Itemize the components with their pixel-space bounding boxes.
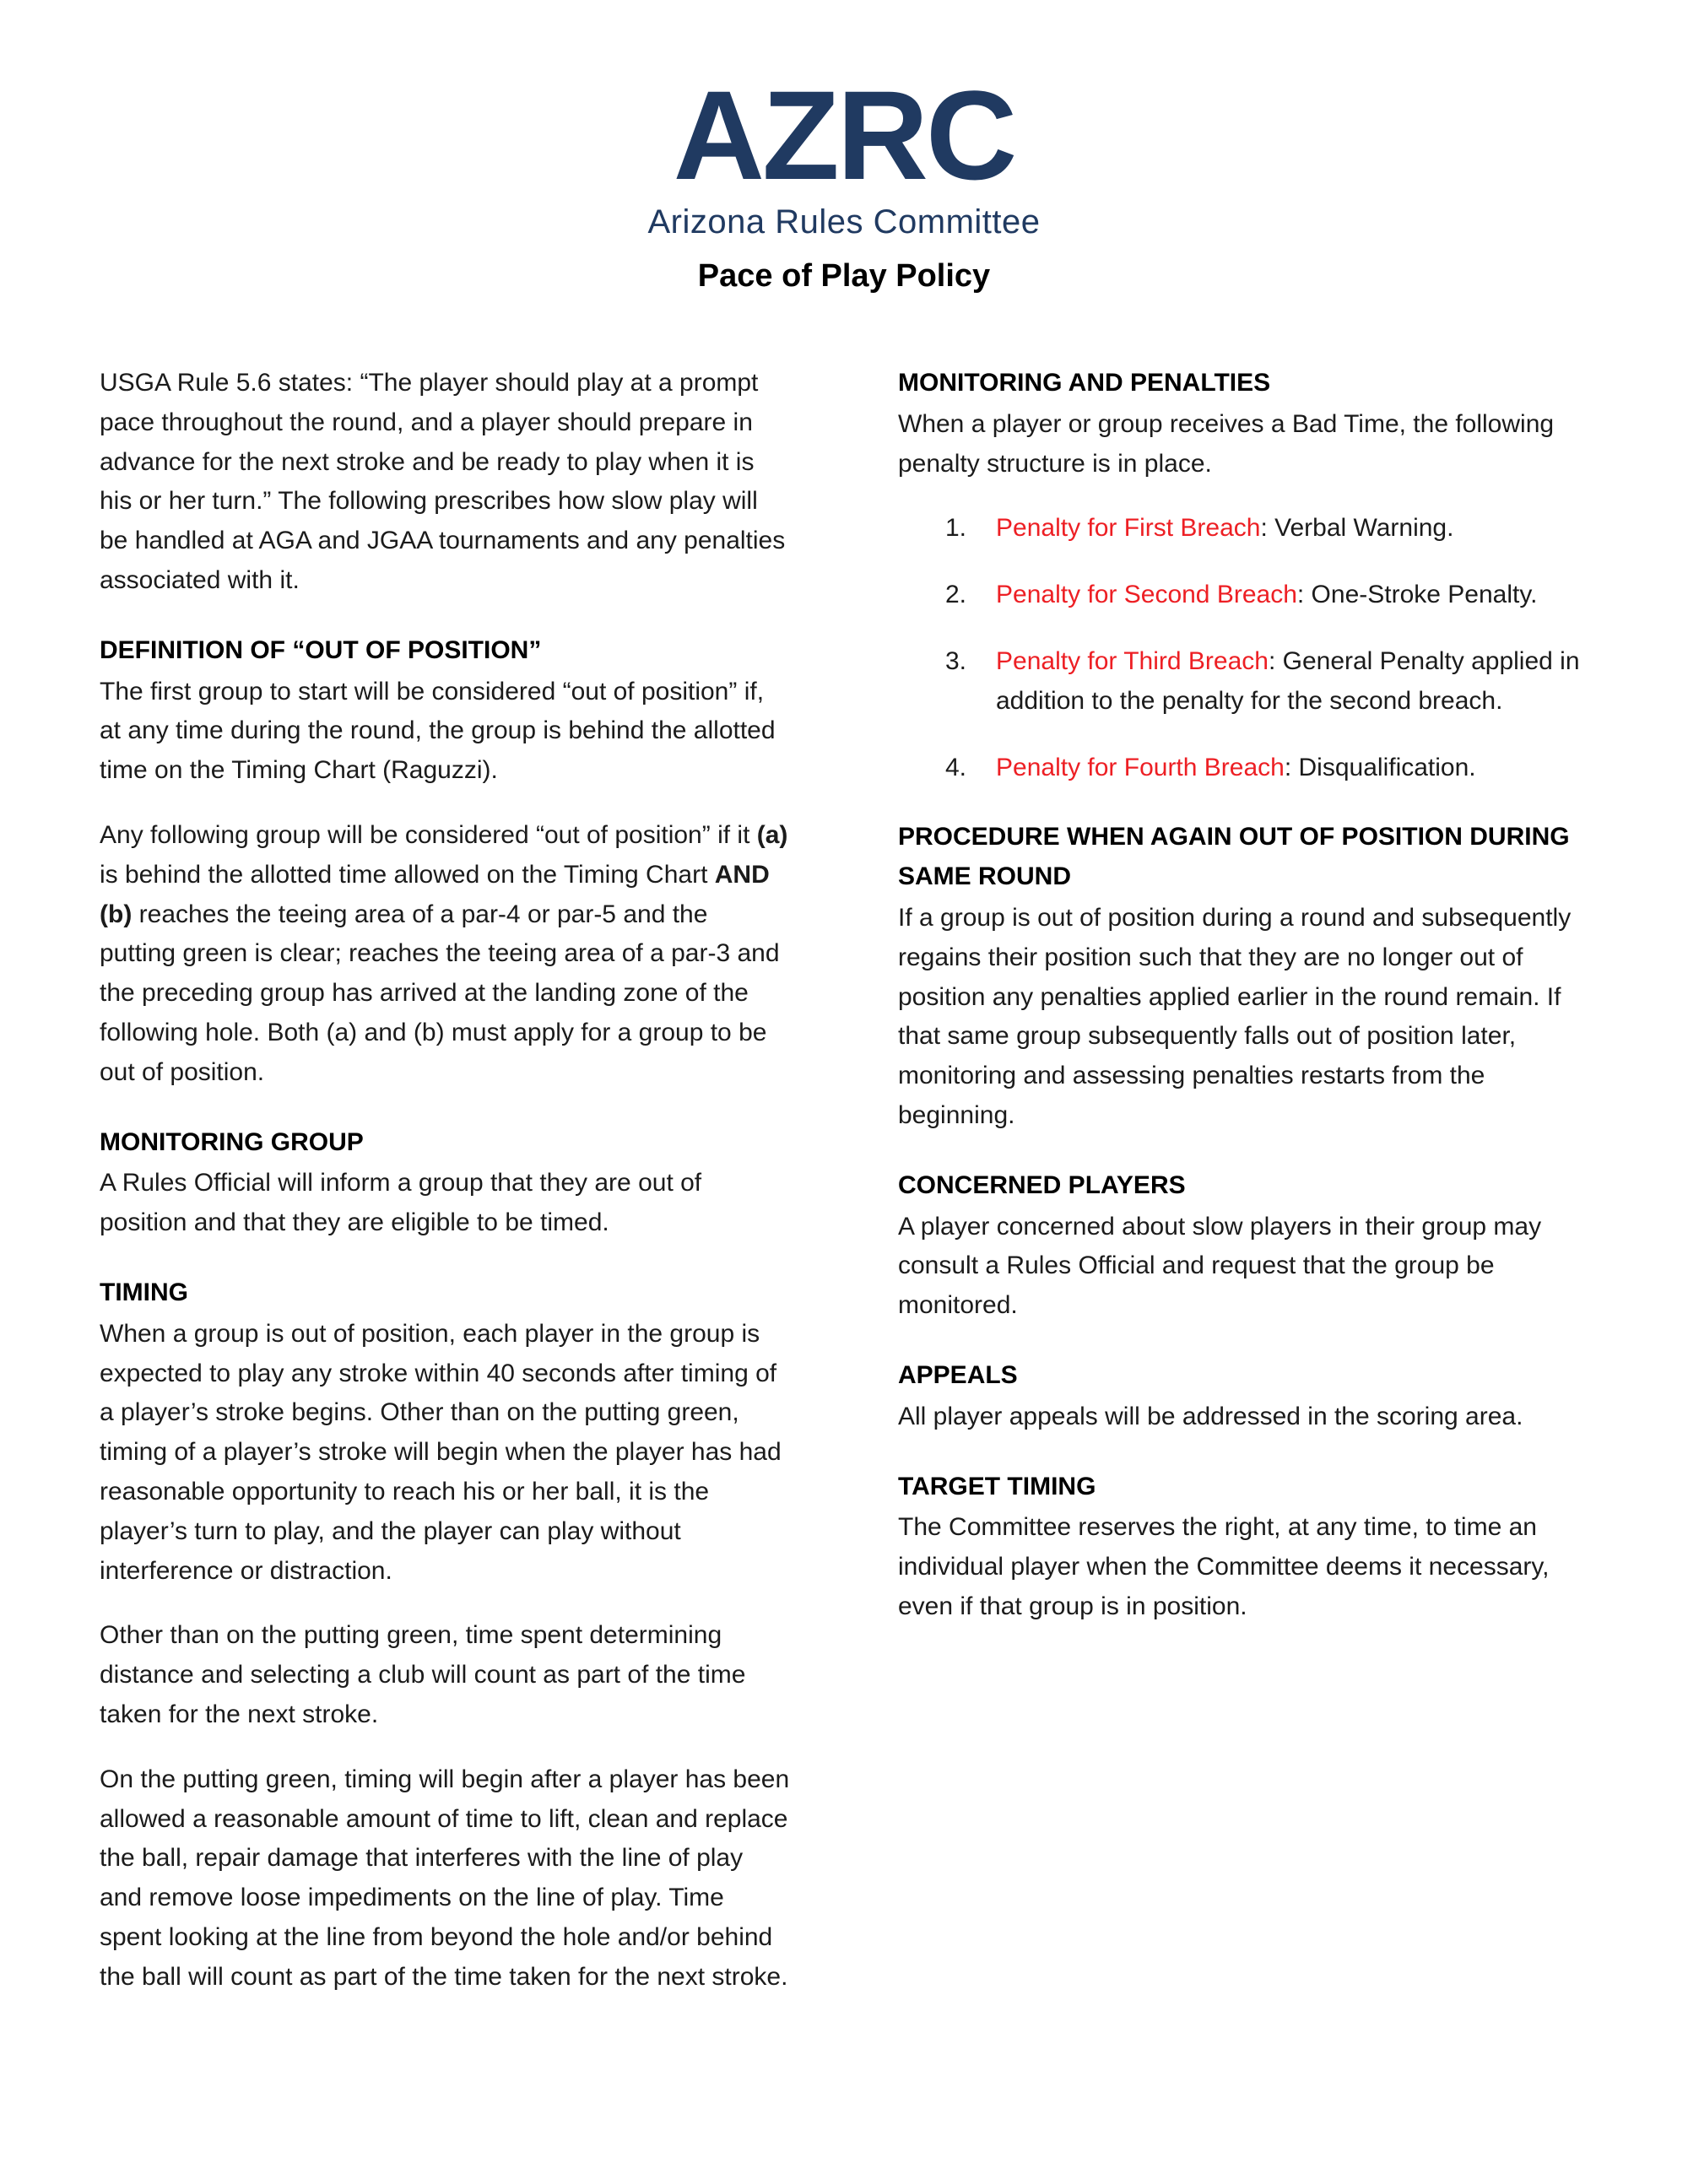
list-number: 1. [945,514,967,543]
penalty-text [996,749,1588,788]
target-timing-paragraph: The Committee reserves the right, at any time, to time an individual player when the Committee deems it necessary, even if that group is in position. [898,1513,1550,1620]
text-segment: reaches the teeing area of a par-4 or par-5 and the putting green is clear; reaches the teeing area of a par-3 and the preceding group has arrived at the landing zone of the following hole. Both (a) and (b) must apply for a group to be out of position. [100,900,780,1086]
heading-monitoring-group: MONITORING GROUP [100,1127,364,1156]
timing-paragraph-2: Other than on the putting green, time spent determining distance and selecting a club will count as part of the time taken for the next stroke. [100,1621,746,1728]
penalty-list-item-4 [898,749,1588,788]
penalty-text [996,642,1588,722]
procedure-paragraph: If a group is out of position during a round and subsequently regains their position such that they are no longer out of position any penalties applied earlier in the round remain. If that same group subsequently falls out of position later, monitoring and assessing penalties restarts from the beginning. [898,903,1572,1129]
heading-appeals: APPEALS [898,1360,1018,1389]
heading-definition-out-of-position: DEFINITION OF “OUT OF POSITION” [100,635,542,664]
penalty-breach-label: Penalty for First Breach [996,514,1261,543]
heading-procedure-out-of-position-again: PROCEDURE WHEN AGAIN OUT OF POSITION DURING SAME ROUND [898,823,1570,891]
heading-monitoring-and-penalties: MONITORING AND PENALTIES [898,369,1271,397]
text-segment: is behind the allotted time allowed on the Timing Chart [100,860,715,889]
penalty-breach-label: Penalty for Third Breach [996,646,1269,675]
concerned-players-paragraph: A player concerned about slow players in their group may consult a Rules Official and request that the group be monitored. [898,1212,1542,1320]
azrc-logo: AZRC [673,64,1015,206]
penalty-list-item-1 [898,509,1588,549]
logo-subtitle: Arizona Rules Committee [647,203,1041,241]
penalty-list-item-3 [898,642,1588,722]
bold-segment-a: (a) [756,820,788,849]
bold-segment-and-b: AND (b) [100,860,770,928]
penalty-text [996,576,1588,615]
document-title: Pace of Play Policy [697,258,991,294]
definition-paragraph-1: The first group to start will be considered “out of position” if, at any time during the round, the group is behind the allotted time on the Timing Chart (Raguzzi). [100,677,776,785]
penalty-breach-label: Penalty for Fourth Breach [996,753,1285,781]
penalty-description: : Disqualification. [1284,753,1476,781]
timing-paragraph-3: On the putting green, timing will begin after a player has been allowed a reasonable amount of time to lift, clean and replace the ball, repair damage that interferes with the line of play and remove loose impediments on the line of play. Time spent looking at the line from beyond the hole and/or behind the ball will count as part of the time taken for the next stroke. [100,1765,790,1991]
penalty-description: : One-Stroke Penalty. [1296,581,1538,609]
document-header [100,64,1588,295]
list-number: 2. [945,581,967,609]
penalty-breach-label: Penalty for Second Breach [996,581,1297,609]
penalty-list [898,509,1588,787]
penalty-description: : Verbal Warning. [1260,514,1454,543]
definition-paragraph-2 [100,816,790,1093]
heading-target-timing: TARGET TIMING [898,1472,1096,1500]
heading-concerned-players: CONCERNED PLAYERS [898,1170,1186,1199]
penalty-description: : General Penalty applied in addition to the penalty for the second breach. [996,646,1580,715]
list-number: 4. [945,753,967,781]
left-column [100,364,790,2022]
timing-paragraph-1: When a group is out of position, each player in the group is expected to play any stroke within 40 seconds after timing of a player’s stroke begins. Other than on the putting green, timing of a player’s stroke will begin when the player has had reasonable opportunity to reach his or her ball, it is the player’s turn to play, and the player can play without interference or distraction. [100,1319,782,1585]
appeals-paragraph: All player appeals will be addressed in the scoring area. [898,1402,1523,1430]
monitoring-group-paragraph: A Rules Official will inform a group that they are out of position and that they are eligible to be timed. [100,1169,702,1237]
right-column [898,364,1588,2022]
list-number: 3. [945,646,967,675]
content-columns [100,364,1588,2022]
monitoring-penalties-paragraph: When a player or group receives a Bad Time, the following penalty structure is in place. [898,409,1555,478]
penalty-list-item-2 [898,576,1588,615]
penalty-text [996,509,1588,549]
text-segment: Any following group will be considered “out of position” if it [100,820,757,849]
intro-paragraph: USGA Rule 5.6 states: “The player should play at a prompt pace throughout the round, and a player should prepare in advance for the next stroke and be ready to play when it is his or her turn.” The following prescribes how slow play will be handled at AGA and JGAA tournaments and any penalties associated with it. [100,369,786,594]
heading-timing: TIMING [100,1278,188,1306]
